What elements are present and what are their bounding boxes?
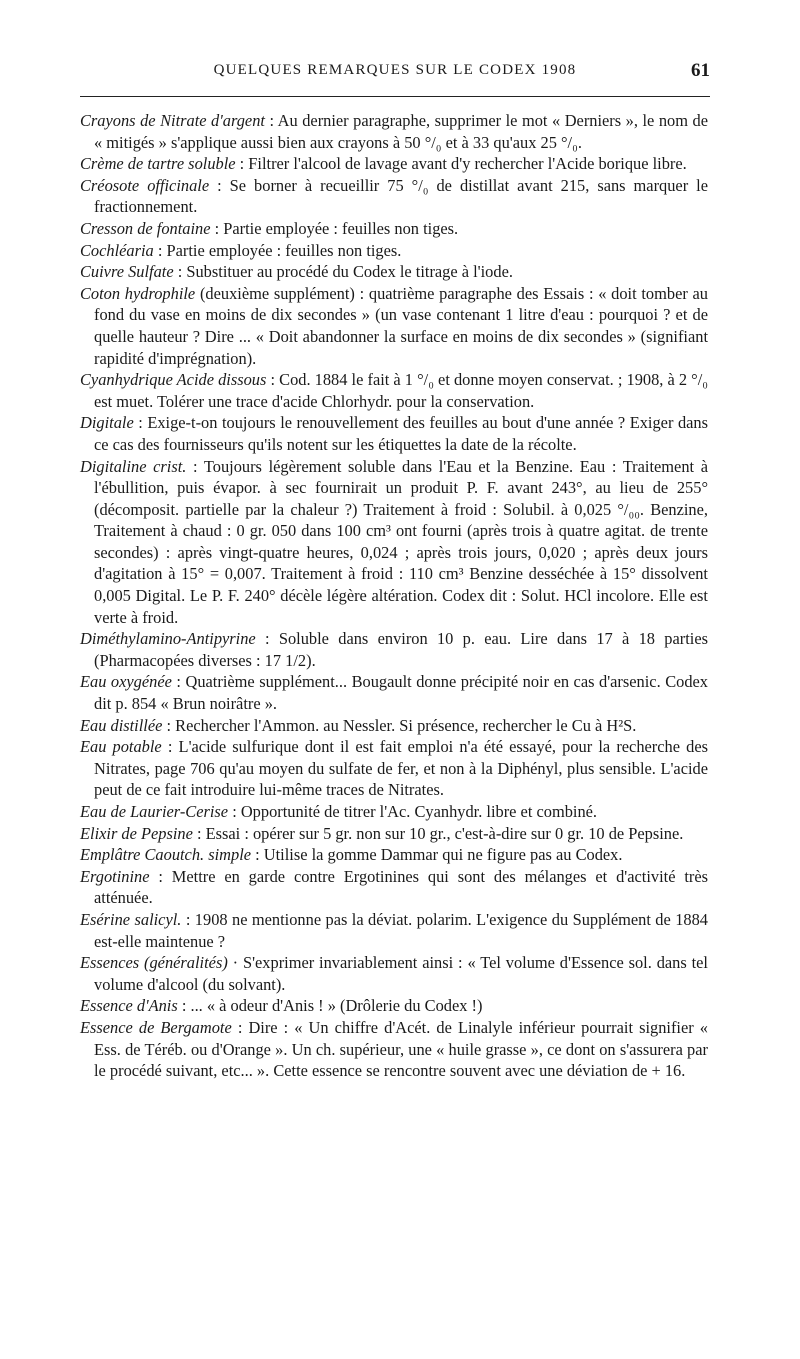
page-number: 61 xyxy=(691,60,710,81)
entry-term: Ergotinine xyxy=(80,866,150,886)
entry-term: Cochléaria xyxy=(80,240,154,260)
entry-term: Cuivre Sulfate xyxy=(80,262,174,282)
entry-term: Essence de Bergamote xyxy=(80,1017,232,1037)
entry-dimethylamino xyxy=(80,628,708,671)
entry-term: Créosote officinale xyxy=(80,175,210,195)
entry-eau-distillee xyxy=(80,715,708,737)
entry-text: : Opportunité de titrer l'Ac. Cyanhydr. libre et combiné. xyxy=(228,802,598,821)
entry-text: : Toujours légèrement soluble dans l'Eau et la Benzine. Eau : Traitement à l'ébullition, puis évapor. à sec fournirait un produit P. F. avant 243°, au lieu de 255° (décomposit. partielle par la chaleur ?) Traitement à froid : Solubil. à 0,025 °/₀₀. Benzine, Traitement à chaud : 0 gr. 050 dans 100 cm³ ont fourni (après trois à quatre agitat. de trente secondes) : après vingt-quatre heures, 0,024 ; après trois jours, 0,020 ; après deux jours d'agitation à 15° = 0,007. Traitement à froid : 110 cm³ Benzine desséchée à 15° dissolvent 0,005 Digital. Le P. F. 240° décèle légère altération. Codex dit : Solut. HCl incolore. Elle est verte à froid. xyxy=(94,456,708,627)
entry-text: : Partie employée : feuilles non tiges. xyxy=(210,218,459,238)
entry-text: : Se borner à recueillir 75 °/₀ de distillat avant 215, sans marquer le fractionnement. xyxy=(94,175,708,217)
entry-cuivre-sulfate xyxy=(80,261,708,283)
entry-term: Coton hydrophile xyxy=(80,283,196,303)
entry-text: : 1908 ne mentionne pas la déviat. polarim. L'exigence du Supplément de 1884 est-elle maintenue ? xyxy=(94,909,708,951)
running-title: QUELQUES REMARQUES SUR LE CODEX 1908 xyxy=(213,62,577,78)
entry-digitale xyxy=(80,412,708,455)
entry-term: Emplâtre Caoutch. simple xyxy=(80,845,252,865)
entry-emplatre xyxy=(80,844,708,866)
entry-crayons-nitrate xyxy=(80,110,708,153)
entry-text: : ... « à odeur d'Anis ! » (Drôlerie du Codex !) xyxy=(177,996,483,1016)
entry-text: · S'exprimer invariablement ainsi : « Tel volume d'Essence sol. dans tel volume d'alcool (du solvant). xyxy=(94,953,708,994)
entry-cyanhydrique xyxy=(80,369,708,412)
entry-term: Cyanhydrique Acide dissous xyxy=(80,370,267,390)
entry-text: : Substituer au procédé du Codex le titrage à l'iode. xyxy=(173,262,513,282)
entry-text: : Au dernier paragraphe, supprimer le mot « Derniers », le nom de « mitigés » s'applique aussi bien aux crayons à 50 °/₀ et à 33 qu'aux 25 °/₀. xyxy=(94,111,708,152)
entry-text: : Rechercher l'Ammon. au Nessler. Si présence, rechercher le Cu à H²S. xyxy=(162,715,637,735)
body-text xyxy=(80,110,708,1082)
entry-term: Eau distillée xyxy=(80,715,163,735)
entry-cochlearia xyxy=(80,240,708,262)
entry-text: : Partie employée : feuilles non tiges. xyxy=(153,240,402,260)
entry-digitaline xyxy=(80,456,708,629)
entry-term: Digitale xyxy=(80,413,134,433)
entry-term: Eau de Laurier-Cerise xyxy=(80,802,229,821)
entry-term: Eau oxygénée xyxy=(80,672,172,692)
entry-term: Cresson de fontaine xyxy=(80,218,211,238)
entry-elixir-pepsine xyxy=(80,823,708,845)
entry-term: Esérine salicyl. xyxy=(80,909,182,929)
entry-term: Eau potable xyxy=(80,737,162,757)
page-header xyxy=(80,58,710,90)
entry-creme-tartre xyxy=(80,153,708,175)
entry-ergotinine xyxy=(80,866,708,909)
entry-text: : Mettre en garde contre Ergotinines qui sont des mélanges et d'activité très atténuée. xyxy=(94,866,708,908)
entry-cresson xyxy=(80,218,708,240)
entry-eau-laurier-cerise xyxy=(80,801,708,823)
entry-text: : Quatrième supplément... Bougault donne précipité noir en cas d'arsenic. Codex dit p. 854 « Brun noirâtre ». xyxy=(94,672,708,714)
entry-text: : Essai : opérer sur 5 gr. non sur 10 gr., c'est-à-dire sur 0 gr. 10 de Pepsine. xyxy=(192,823,684,843)
entry-text: : Exige-t-on toujours le renouvellement des feuilles au bout d'une année ? Exiger dans ce cas des fournisseurs qu'ils notent sur les étiquettes la date de la récolte. xyxy=(94,413,708,454)
entry-text: (deuxième supplément) : quatrième paragraphe des Essais : « doit tomber au fond du vase en moins de dix secondes » (un vase contenant 1 litre d'eau : pourquoi ? et de quelle hauteur ? Dire ... « Doit abandonner la surface en moins de dix secondes » (signifiant rapidité d'imprégnation). xyxy=(94,283,708,368)
entry-term: Essence d'Anis xyxy=(80,996,178,1016)
entry-term: Crayons de Nitrate d'argent xyxy=(80,111,265,130)
entry-term: Diméthylamino-Antipyrine xyxy=(80,629,256,649)
entry-text: : Filtrer l'alcool de lavage avant d'y rechercher l'Acide borique libre. xyxy=(235,154,687,174)
entry-text: : Soluble dans environ 10 p. eau. Lire dans 17 à 18 parties (Pharmacopées diverses : 17 1/2). xyxy=(94,629,708,670)
entry-eau-potable xyxy=(80,736,708,801)
entry-essence-bergamote xyxy=(80,1017,708,1082)
entry-term: Essences (généralités) xyxy=(80,953,228,973)
entry-creosote xyxy=(80,175,708,218)
entry-essences-generalites xyxy=(80,952,708,995)
entry-text: : Dire : « Un chiffre d'Acét. de Linalyle inférieur pourrait signifier « Ess. de Téréb. ou d'Orange ». Un ch. supérieur, une « huile grasse », ce dont on s'assurera par le procédé suivant, etc... ». Cette essence se rencontre souvent avec une déviation de + 16. xyxy=(94,1017,708,1081)
entry-essence-anis xyxy=(80,995,708,1017)
entry-term: Crème de tartre soluble xyxy=(80,154,236,174)
entry-text: : Utilise la gomme Dammar qui ne figure pas au Codex. xyxy=(251,845,623,865)
entry-eserine xyxy=(80,909,708,952)
entry-term: Elixir de Pepsine xyxy=(80,823,193,843)
entry-eau-oxygenee xyxy=(80,671,708,714)
header-rule xyxy=(80,96,710,97)
entry-text: : Cod. 1884 le fait à 1 °/₀ et donne moyen conservat. ; 1908, à 2 °/₀ est muet. Tolérer une trace d'acide Chlorhydr. pour la conservation. xyxy=(94,370,708,411)
entry-coton-hydrophile xyxy=(80,283,708,369)
entry-term: Digitaline crist. xyxy=(80,456,187,476)
entry-text: : L'acide sulfurique dont il est fait emploi n'a été essayé, pour la recherche des Nitrates, page 706 qu'au moyen du sulfate de fer, et non à la Diphényl, plus sensible. L'acide peut de ce fait introduire lui-même traces de Nitrates. xyxy=(94,737,708,800)
